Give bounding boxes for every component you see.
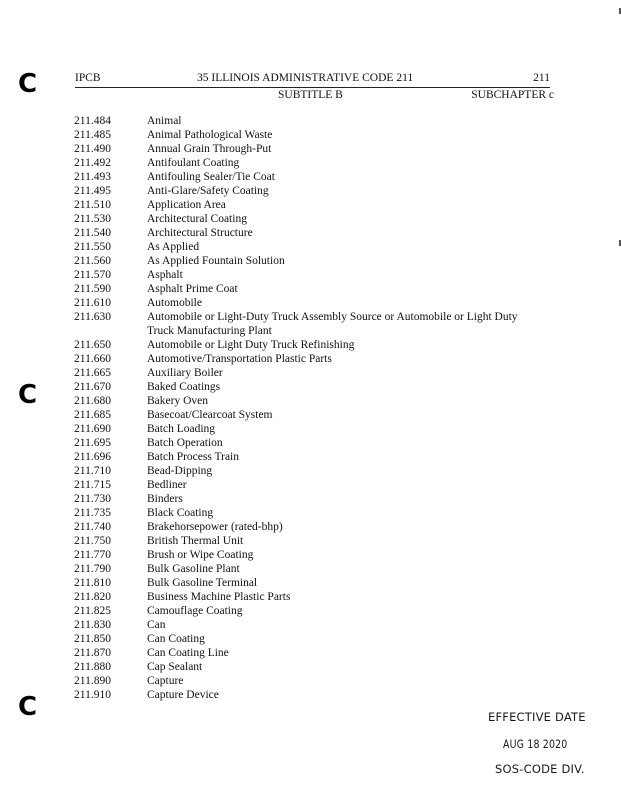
- section-number: 211.680: [74, 395, 111, 407]
- section-term: Bulk Gasoline Plant: [147, 563, 240, 575]
- section-term: Bulk Gasoline Terminal: [147, 577, 258, 589]
- list-item: [74, 562, 554, 576]
- list-item: [74, 240, 554, 254]
- page-subheader: [75, 87, 554, 101]
- section-term: Batch Process Train: [147, 451, 239, 463]
- section-term: Binders: [147, 493, 183, 505]
- list-item: [74, 436, 554, 450]
- list-item: [74, 184, 554, 198]
- section-term: Animal: [147, 115, 182, 127]
- section-term: Black Coating: [147, 507, 214, 519]
- list-item: [74, 646, 554, 660]
- list-item: [74, 576, 554, 590]
- section-number: 211.610: [74, 297, 111, 309]
- list-item: [74, 198, 554, 212]
- list-item: [74, 142, 554, 156]
- list-item-continuation: [74, 324, 554, 338]
- section-number: 211.770: [74, 549, 111, 561]
- list-item: [74, 422, 554, 436]
- section-term: Automotive/Transportation Plastic Parts: [147, 353, 332, 365]
- section-number: 211.820: [74, 591, 111, 603]
- list-item: [74, 296, 554, 310]
- section-number: 211.740: [74, 521, 111, 533]
- section-term: Asphalt Prime Coat: [147, 283, 238, 295]
- section-number: 211.810: [74, 577, 111, 589]
- section-number: 211.660: [74, 353, 111, 365]
- section-number: 211.690: [74, 423, 111, 435]
- section-number: 211.695: [74, 437, 111, 449]
- section-number: 211.670: [74, 381, 111, 393]
- section-number: 211.493: [74, 171, 111, 183]
- section-term: Basecoat/Clearcoat System: [147, 409, 273, 421]
- list-item: [74, 534, 554, 548]
- section-number: 211.665: [74, 367, 111, 379]
- section-number: 211.510: [74, 199, 111, 211]
- section-term: Application Area: [147, 199, 226, 211]
- list-item: [74, 618, 554, 632]
- section-number: 211.570: [74, 269, 111, 281]
- list-item: [74, 408, 554, 422]
- section-term: Can: [147, 619, 166, 631]
- section-term: Bedliner: [147, 479, 187, 491]
- section-number: 211.735: [74, 507, 111, 519]
- section-number: 211.750: [74, 535, 111, 547]
- section-term: Cap Sealant: [147, 661, 203, 673]
- section-number: 211.590: [74, 283, 111, 295]
- list-item: [74, 688, 554, 702]
- section-term: As Applied Fountain Solution: [147, 255, 285, 267]
- section-number: 211.492: [74, 157, 111, 169]
- section-term: Anti-Glare/Safety Coating: [147, 185, 269, 197]
- section-number: 211.560: [74, 255, 111, 267]
- section-term: British Thermal Unit: [147, 535, 244, 547]
- section-term: Architectural Coating: [147, 213, 247, 225]
- section-term-continuation: Truck Manufacturing Plant: [147, 325, 272, 337]
- list-item: [74, 604, 554, 618]
- binder-hole-mark-bottom: C: [18, 692, 38, 722]
- section-number: 211.550: [74, 241, 111, 253]
- section-term: Automobile or Light Duty Truck Refinishing: [147, 339, 355, 351]
- section-number: 211.484: [74, 115, 111, 127]
- section-number: 211.530: [74, 213, 111, 225]
- header-agency: IPCB: [75, 72, 101, 84]
- section-term: Bead-Dipping: [147, 465, 213, 477]
- list-item: [74, 660, 554, 674]
- list-item: [74, 674, 554, 688]
- section-number: 211.715: [74, 479, 111, 491]
- section-term: Batch Operation: [147, 437, 223, 449]
- section-term: Asphalt: [147, 269, 183, 281]
- section-term: Brakehorsepower (rated-bhp): [147, 521, 283, 533]
- section-term: Annual Grain Through-Put: [147, 143, 272, 155]
- header-subchapter: SUBCHAPTER c: [471, 89, 554, 101]
- section-term: Bakery Oven: [147, 395, 208, 407]
- section-number: 211.685: [74, 409, 111, 421]
- list-item: [74, 268, 554, 282]
- section-term: Baked Coatings: [147, 381, 221, 393]
- section-term: Brush or Wipe Coating: [147, 549, 254, 561]
- list-item: [74, 394, 554, 408]
- list-item: [74, 170, 554, 184]
- section-term: Antifoulant Coating: [147, 157, 240, 169]
- section-number: 211.696: [74, 451, 111, 463]
- section-number: 211.490: [74, 143, 111, 155]
- list-item: [74, 464, 554, 478]
- section-number: 211.485: [74, 129, 111, 141]
- section-number: 211.870: [74, 647, 111, 659]
- list-item: [74, 492, 554, 506]
- section-number: 211.880: [74, 661, 111, 673]
- section-term: Architectural Structure: [147, 227, 253, 239]
- list-item: [74, 450, 554, 464]
- list-item: [74, 352, 554, 366]
- section-number: 211.540: [74, 227, 111, 239]
- section-term: Camouflage Coating: [147, 605, 243, 617]
- section-number: 211.630: [74, 311, 111, 323]
- list-item: [74, 590, 554, 604]
- section-term: Automobile or Light-Duty Truck Assembly Source or Automobile or Light Duty: [147, 311, 518, 323]
- section-number: 211.710: [74, 465, 111, 477]
- list-item: [74, 128, 554, 142]
- section-term: Can Coating Line: [147, 647, 229, 659]
- list-item: [74, 282, 554, 296]
- section-term: Business Machine Plastic Parts: [147, 591, 291, 603]
- section-term: Antifouling Sealer/Tie Coat: [147, 171, 275, 183]
- section-term: Animal Pathological Waste: [147, 129, 273, 141]
- stamp-effective-date-label: EFFECTIVE DATE: [488, 710, 586, 724]
- list-item: [74, 226, 554, 240]
- section-list: [74, 114, 554, 702]
- section-term: Automobile: [147, 297, 202, 309]
- header-part-number: 211: [533, 72, 550, 84]
- section-term: Can Coating: [147, 633, 205, 645]
- list-item: [74, 380, 554, 394]
- section-term: As Applied: [147, 241, 200, 253]
- header-subtitle: SUBTITLE B: [278, 89, 343, 101]
- section-number: 211.890: [74, 675, 111, 687]
- stamp-division: SOS-CODE DIV.: [495, 762, 585, 776]
- list-item: [74, 338, 554, 352]
- section-number: 211.910: [74, 689, 111, 701]
- list-item: [74, 156, 554, 170]
- header-code-title: 35 ILLINOIS ADMINISTRATIVE CODE 211: [197, 72, 414, 84]
- section-number: 211.825: [74, 605, 111, 617]
- section-term: Auxiliary Boiler: [147, 367, 223, 379]
- list-item: [74, 548, 554, 562]
- list-item: [74, 310, 554, 324]
- binder-hole-mark-middle: C: [18, 380, 38, 410]
- list-item: [74, 506, 554, 520]
- section-number: 211.495: [74, 185, 111, 197]
- list-item: [74, 366, 554, 380]
- binder-hole-mark-top: C: [18, 69, 38, 99]
- section-term: Capture Device: [147, 689, 219, 701]
- list-item: [74, 212, 554, 226]
- stamp-date: AUG 18 2020: [503, 737, 568, 751]
- section-term: Batch Loading: [147, 423, 216, 435]
- list-item: [74, 114, 554, 128]
- list-item: [74, 632, 554, 646]
- list-item: [74, 520, 554, 534]
- section-number: 211.730: [74, 493, 111, 505]
- list-item: [74, 254, 554, 268]
- list-item: [74, 478, 554, 492]
- section-number: 211.830: [74, 619, 111, 631]
- section-number: 211.850: [74, 633, 111, 645]
- section-number: 211.650: [74, 339, 111, 351]
- section-number: 211.790: [74, 563, 111, 575]
- section-term: Capture: [147, 675, 184, 687]
